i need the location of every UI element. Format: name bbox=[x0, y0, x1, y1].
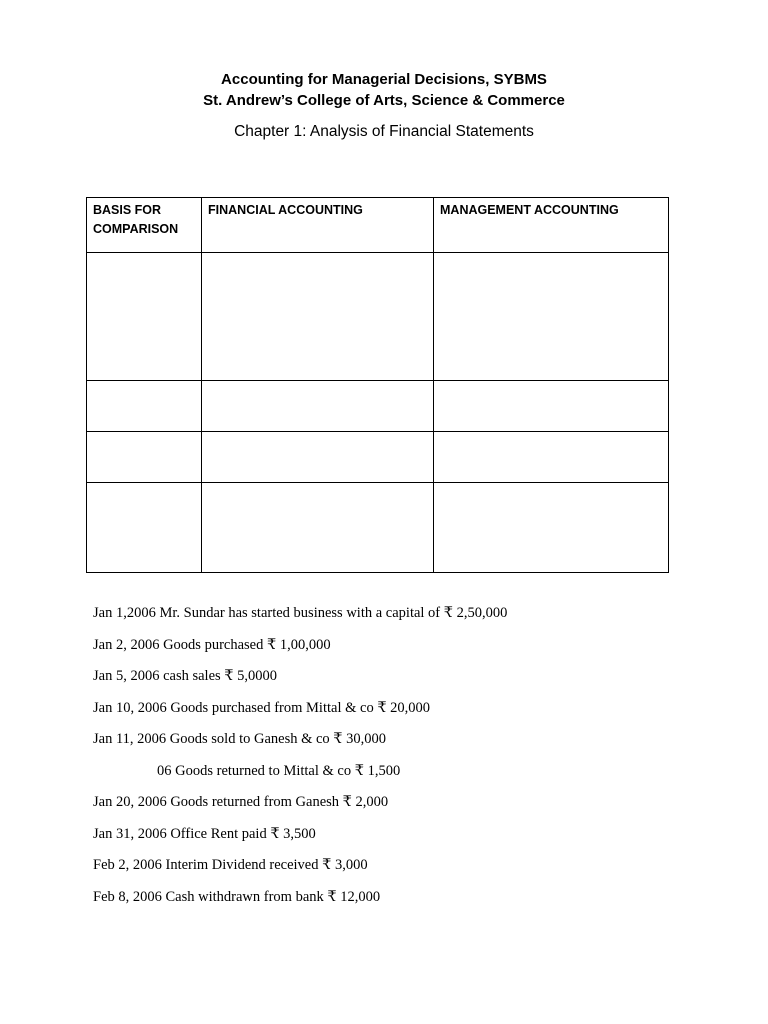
transaction-entry: 06 Goods returned to Mittal & co ₹ 1,500 bbox=[157, 762, 401, 779]
table-cell bbox=[202, 381, 434, 432]
college-name: St. Andrew’s College of Arts, Science & Commerce bbox=[203, 92, 565, 109]
transaction-entry: Jan 20, 2006 Goods returned from Ganesh ₹ 2,000 bbox=[93, 794, 389, 810]
table-row bbox=[87, 432, 669, 483]
table-cell bbox=[87, 381, 202, 432]
transaction-list bbox=[93, 602, 733, 917]
table-cell bbox=[434, 253, 669, 381]
transaction-entry: Jan 1,2006 Mr. Sundar has started business with a capital of ₹ 2,50,000 bbox=[93, 605, 508, 621]
column-header-basis: BASIS FOR COMPARISON bbox=[87, 198, 202, 253]
document-header bbox=[0, 69, 768, 142]
column-header-management: MANAGEMENT ACCOUNTING bbox=[434, 198, 669, 253]
table-cell bbox=[202, 483, 434, 573]
transaction-entry: Jan 11, 2006 Goods sold to Ganesh & co ₹ 30,000 bbox=[93, 731, 387, 747]
table-cell bbox=[87, 253, 202, 381]
chapter-title: Chapter 1: Analysis of Financial Statements bbox=[234, 123, 534, 140]
table-header-row bbox=[87, 198, 669, 253]
table-row bbox=[87, 483, 669, 573]
transaction-entry: Jan 5, 2006 cash sales ₹ 5,0000 bbox=[93, 668, 278, 684]
table-cell bbox=[202, 432, 434, 483]
table-cell bbox=[202, 253, 434, 381]
course-title: Accounting for Managerial Decisions, SYBMS bbox=[221, 71, 547, 88]
table-cell bbox=[87, 432, 202, 483]
table-row bbox=[87, 253, 669, 381]
transaction-entry: Jan 2, 2006 Goods purchased ₹ 1,00,000 bbox=[93, 636, 331, 653]
table-cell bbox=[434, 381, 669, 432]
table-cell bbox=[434, 432, 669, 483]
transaction-entry: Jan 31, 2006 Office Rent paid ₹ 3,500 bbox=[93, 825, 316, 842]
table-cell bbox=[87, 483, 202, 573]
column-header-financial: FINANCIAL ACCOUNTING bbox=[202, 198, 434, 253]
transaction-entry: Feb 2, 2006 Interim Dividend received ₹ 3,000 bbox=[93, 857, 368, 873]
table-row bbox=[87, 381, 669, 432]
comparison-table bbox=[86, 197, 669, 573]
transaction-entry: Feb 8, 2006 Cash withdrawn from bank ₹ 12,000 bbox=[93, 888, 381, 905]
transaction-entry: Jan 10, 2006 Goods purchased from Mittal & co ₹ 20,000 bbox=[93, 699, 431, 716]
table-cell bbox=[434, 483, 669, 573]
